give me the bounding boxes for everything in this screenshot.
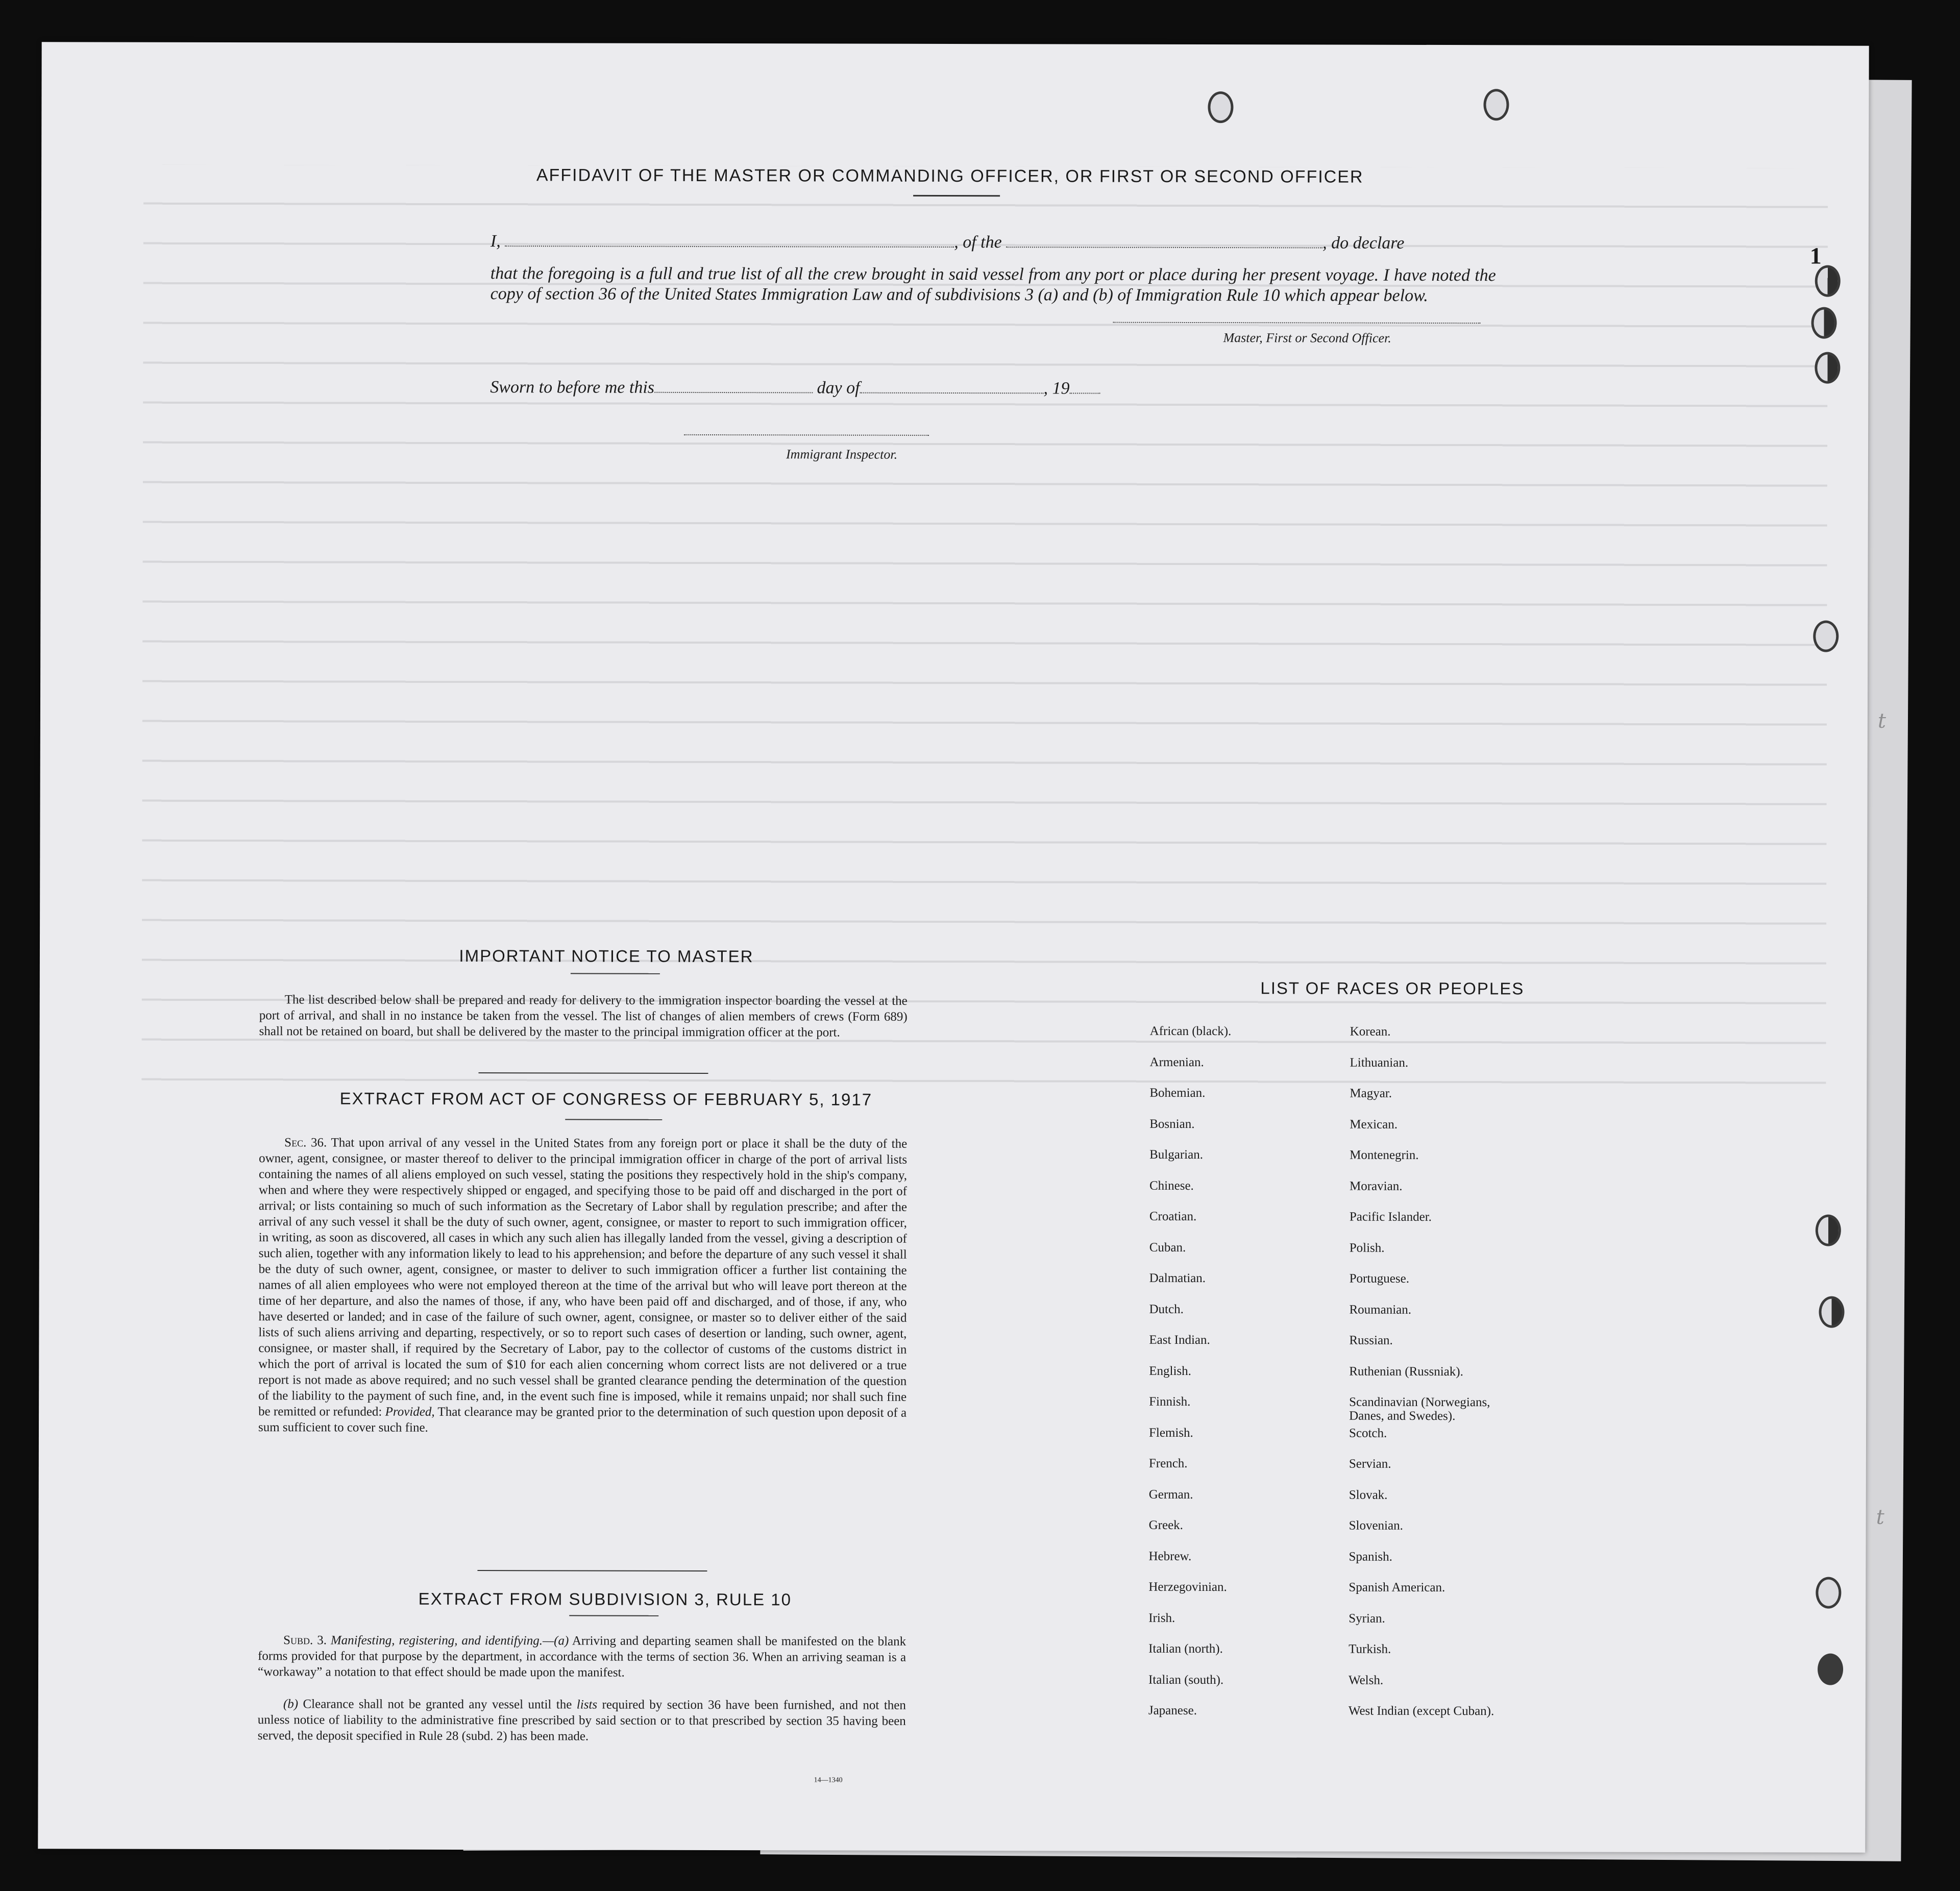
master-signature-label: Master, First or Second Officer. xyxy=(1223,330,1391,346)
sworn-year-prefix: , 19 xyxy=(1043,379,1070,398)
race-item: Lithuanian. xyxy=(1350,1055,1409,1070)
race-item: Hebrew. xyxy=(1148,1549,1192,1563)
divider xyxy=(477,1570,707,1571)
races-title: LIST OF RACES OR PEOPLES xyxy=(1260,978,1525,998)
race-item: Polish. xyxy=(1349,1241,1385,1255)
race-item: Croatian. xyxy=(1149,1209,1197,1223)
divider xyxy=(569,1615,658,1616)
race-item: Russian. xyxy=(1349,1333,1393,1347)
race-item: Spanish American. xyxy=(1349,1580,1446,1595)
sworn-month-field[interactable] xyxy=(860,380,1044,394)
race-item: Pacific Islander. xyxy=(1349,1210,1432,1224)
races-list-right xyxy=(1349,1025,1496,1735)
race-item: Flemish. xyxy=(1148,1426,1193,1440)
document-page xyxy=(38,42,1886,1852)
race-item: German. xyxy=(1148,1487,1193,1502)
extract-rule-title: EXTRACT FROM SUBDIVISION 3, RULE 10 xyxy=(418,1589,792,1609)
race-item: Slovenian. xyxy=(1349,1518,1403,1533)
race-item: Scandinavian (Norwegians, Danes, and Swedes). xyxy=(1349,1395,1490,1423)
race-item: Portuguese. xyxy=(1349,1271,1410,1286)
master-signature-line[interactable] xyxy=(1113,310,1481,324)
section-36-body: That upon arrival of any vessel in the United States from any foreign port or place it shall be the duty of the owner, agent, consignee, or master thereof to deliver to the principal immigration officer in charge of the port of arrival lists containing the names of all aliens employed on such vessel, stating the positions they respectively hold in the ship's company, when and where they were respectively shipped or engaged, and specifying those to be paid off and discharged in the port of arrival; or lists containing so much of such information as the Secretary of Labor shall by regulation prescribe; and after the arrival of any such vessel it shall be the duty of such owner, agent, consignee, or master to report to such immigration officer, in writing, as soon as discovered, all cases in which any such alien has illegally landed from the vessel, giving a description of such alien, together with any information likely to lead to his apprehension; and before the departure of any such vessel it shall be the duty of such owner, agent, consignee, or master to deliver to such immigration officer a further list containing the names of all alien employees who were not employed thereon at the time of the arrival but who will leave port thereon at the time of her departure, and also the names of those, if any, who have been paid off and discharged, and of those, if any, who have deserted or landed; and in case of the failure of such owner, agent, consignee, or master so to deliver either of the said lists of such aliens arriving and departing, respectively, or so to report such cases of desertion or landing, such owner, agent, consignee, or master shall, if required by the Secretary of Labor, pay to the collector of customs of the customs district in which the port of arrival is located the sum of $10 for each alien concerning whom correct lists are not delivered or a true report is not made as above required; and no such vessel shall be granted clearance pending the determination of the question of the liability to the payment of such fine, and, in the event such fine is imposed, while it remains unpaid; nor shall such fine be remitted or refunded: xyxy=(258,1136,908,1419)
subd-para-b-1: Clearance shall not be granted any vessel until the xyxy=(303,1697,572,1712)
race-item: Italian (north). xyxy=(1148,1641,1223,1656)
race-item: Italian (south). xyxy=(1148,1673,1224,1687)
race-item: Dalmatian. xyxy=(1149,1271,1206,1286)
provided-word: Provided, xyxy=(385,1405,435,1419)
subd-heading: Manifesting, registering, and identifying.—(a) xyxy=(330,1633,569,1648)
subd-label: Subd. 3. xyxy=(283,1633,327,1648)
section-label: Sec. 36. xyxy=(284,1136,327,1150)
extract-act-title: EXTRACT FROM ACT OF CONGRESS OF FEBRUARY 5, 1917 xyxy=(339,1089,873,1109)
section-36-text xyxy=(258,1135,907,1437)
race-item: Dutch. xyxy=(1149,1302,1184,1316)
race-item: French. xyxy=(1148,1456,1188,1470)
page-number: 1 xyxy=(1809,242,1822,269)
punch-hole-icon xyxy=(1811,307,1837,339)
race-item: Scotch. xyxy=(1349,1426,1387,1440)
race-item: Cuban. xyxy=(1149,1240,1186,1255)
races-list-left xyxy=(1148,1024,1232,1735)
race-item: Turkish. xyxy=(1349,1642,1391,1656)
notice-text: The list described below shall be prepared and ready for delivery to the immigration inspector boarding the vessel at the port of arrival, and shall in no instance be taken from the vessel. The list of changes of alien members of crews (Form 689) shall not be retained on board, but shall be delivered by the master to the principal immigration officer at the port. xyxy=(259,993,908,1040)
punch-hole-icon xyxy=(1818,1654,1843,1685)
inspector-signature-line[interactable] xyxy=(684,422,929,436)
punch-hole-icon xyxy=(1208,91,1233,123)
race-item: Chinese. xyxy=(1149,1178,1194,1193)
sworn-line xyxy=(490,378,1100,399)
race-item: Irish. xyxy=(1148,1611,1175,1625)
of-the-label: , of the xyxy=(954,232,1002,252)
race-item: Finnish. xyxy=(1149,1394,1191,1409)
divider xyxy=(913,195,1000,197)
race-item: Bulgarian. xyxy=(1149,1147,1204,1162)
subdivision-b-text xyxy=(258,1696,906,1745)
race-item: Montenegrin. xyxy=(1350,1148,1419,1162)
punch-hole-icon xyxy=(1816,1215,1841,1246)
vessel-name-field[interactable] xyxy=(1006,234,1322,248)
race-item: Korean. xyxy=(1350,1024,1391,1039)
race-item: West Indian (except Cuban). xyxy=(1348,1704,1494,1718)
race-item: Bosnian. xyxy=(1149,1117,1195,1131)
lists-word: lists xyxy=(576,1698,598,1712)
race-item: Bohemian. xyxy=(1149,1086,1206,1100)
sworn-prefix: Sworn to before me this xyxy=(490,378,655,397)
punch-hole-icon xyxy=(1819,1296,1844,1328)
pencil-mark: t xyxy=(1876,1505,1884,1529)
divider xyxy=(565,1119,662,1120)
race-item: Roumanian. xyxy=(1349,1303,1412,1317)
subdivision-a-text xyxy=(258,1632,906,1681)
do-declare-label: , do declare xyxy=(1322,233,1405,253)
subd-b-label: (b) xyxy=(283,1697,299,1711)
race-item: Magyar. xyxy=(1350,1086,1392,1100)
race-item: Moravian. xyxy=(1349,1179,1403,1193)
race-item: Syrian. xyxy=(1349,1611,1385,1626)
race-item: Spanish. xyxy=(1349,1550,1392,1564)
declarant-prefix: I, xyxy=(490,232,501,251)
sworn-day-field[interactable] xyxy=(654,380,813,394)
punch-hole-icon xyxy=(1813,621,1839,652)
divider xyxy=(571,973,660,974)
race-item: Armenian. xyxy=(1149,1055,1204,1069)
race-item: East Indian. xyxy=(1149,1333,1210,1347)
race-item: Japanese. xyxy=(1148,1703,1197,1718)
affidavit-text: that the foregoing is a full and true list of all the crew brought in said vessel from any port or place during her present voyage. I have noted the copy of section 36 of the United States Immigration Law and of subdivisions 3 (a) and (b) of Immigration Rule 10 which appear below. xyxy=(490,264,1496,305)
race-item: English. xyxy=(1149,1364,1191,1378)
form-number: 14—1340 xyxy=(814,1776,843,1784)
race-item: Welsh. xyxy=(1348,1673,1384,1687)
affidavit-declaration-line xyxy=(491,232,1405,253)
sworn-year-field[interactable] xyxy=(1070,380,1100,394)
race-item: Servian. xyxy=(1349,1457,1391,1471)
section-36-end: That clearance may be granted prior to the determination of such question upon deposit of a sum sufficient to cover such fine. xyxy=(258,1405,907,1435)
master-name-field[interactable] xyxy=(505,233,954,248)
race-item: Herzegovinian. xyxy=(1148,1580,1227,1594)
race-item: Ruthenian (Russniak). xyxy=(1349,1364,1463,1379)
pencil-mark: t xyxy=(1877,709,1886,733)
subd-para-b-2: required by section 36 have been furnished, and not then unless notice of liability to the administrative fine prescribed by said section or to that prescribed by section 35 having been served, the deposit specified in Rule 28 (subd. 2) has been made. xyxy=(257,1698,906,1743)
notice-title: IMPORTANT NOTICE TO MASTER xyxy=(459,946,754,966)
punch-hole-icon xyxy=(1815,265,1841,297)
punch-hole-icon xyxy=(1483,89,1509,120)
race-item: Greek. xyxy=(1148,1518,1183,1532)
inspector-signature-label: Immigrant Inspector. xyxy=(786,447,898,462)
sworn-day-of: day of xyxy=(817,378,860,398)
punch-hole-icon xyxy=(1816,1577,1841,1609)
race-item: Mexican. xyxy=(1350,1117,1398,1132)
affidavit-title: AFFIDAVIT OF THE MASTER OR COMMANDING OFFICER, OR FIRST OR SECOND OFFICER xyxy=(536,165,1364,187)
subd-para-a: Arriving and departing seamen shall be manifested on the blank forms provided for that purpose by the department, in accordance with the terms of section 36. When an arriving seaman is a “workaway” a notation to that effect should be made upon the manifest. xyxy=(257,1634,906,1680)
punch-hole-icon xyxy=(1815,352,1840,384)
race-item: Slovak. xyxy=(1349,1488,1388,1502)
race-item: African (black). xyxy=(1149,1024,1232,1039)
